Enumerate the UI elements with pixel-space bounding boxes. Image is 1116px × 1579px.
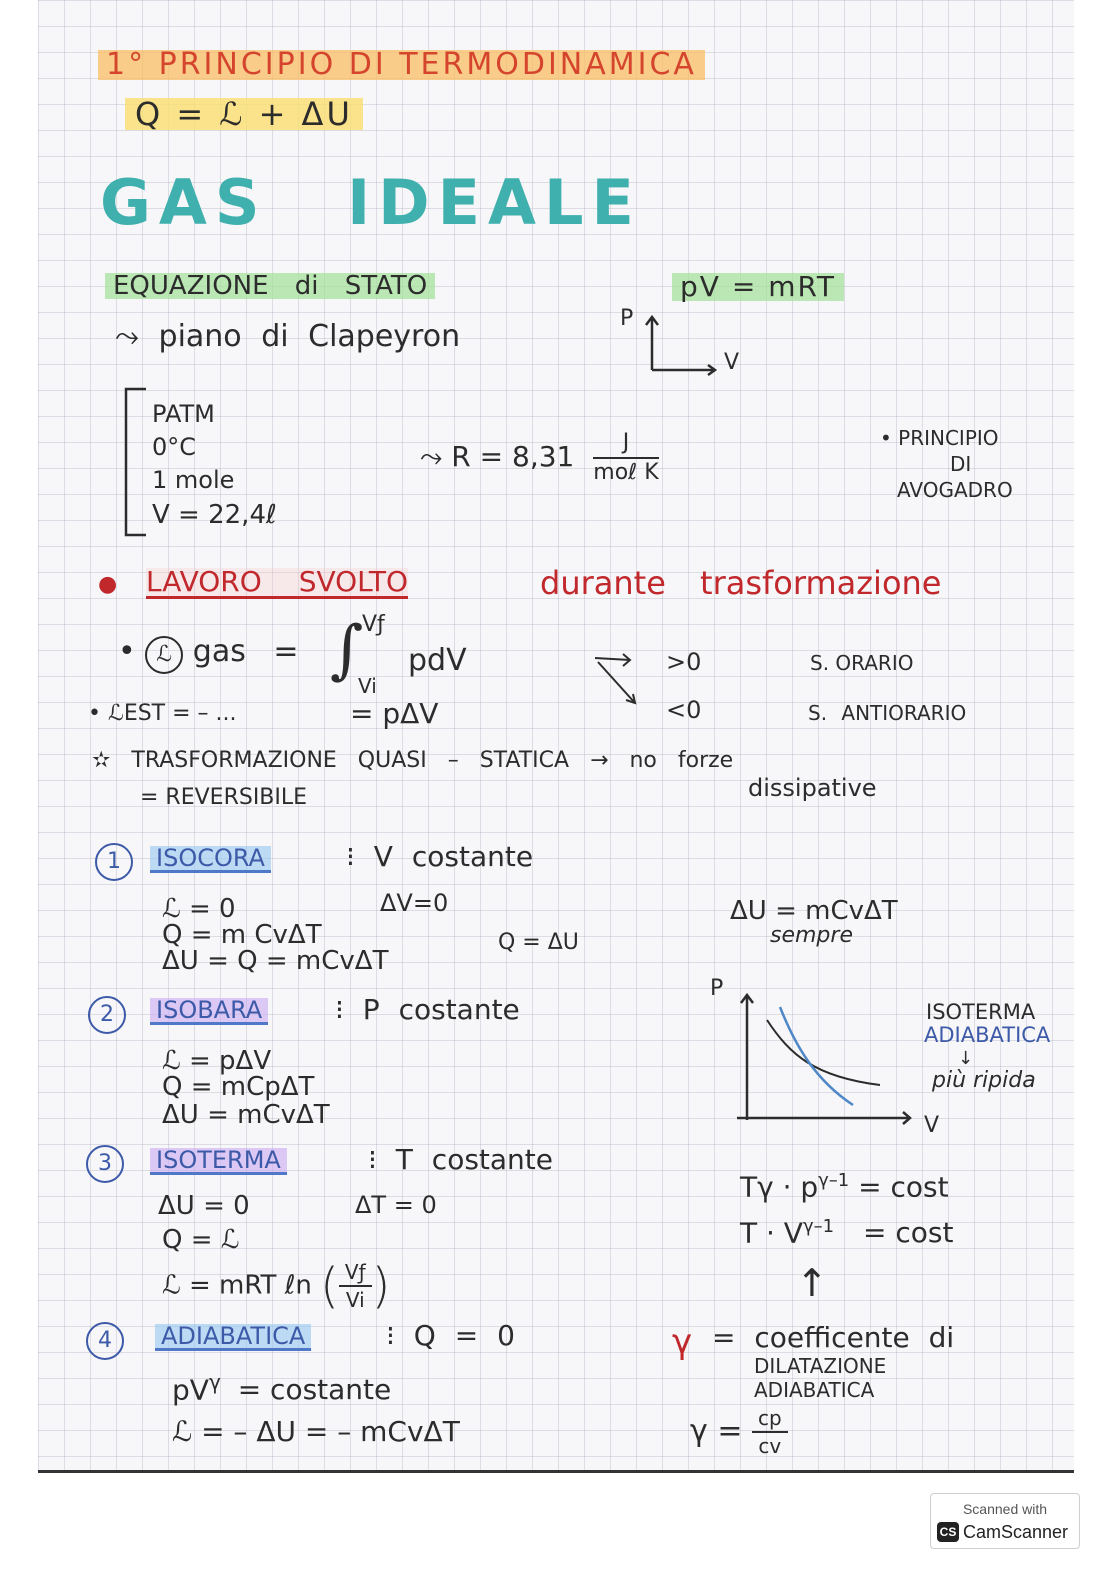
- isoterma-heat: Q = ℒ: [162, 1225, 240, 1255]
- clockwise-label: S. ORARIO: [810, 651, 914, 675]
- isoterma-desc: ⁝ T costante: [368, 1143, 554, 1176]
- axis-p-label: P: [620, 306, 634, 331]
- isoterma-frac: [339, 1262, 372, 1310]
- clapeyron-plane: ⤳ piano di Clapeyron: [115, 319, 461, 354]
- gas-constant-num: J: [593, 432, 658, 459]
- quasi-static-dissipative: dissipative: [748, 774, 877, 802]
- isoterma-dt: ΔT = 0: [355, 1191, 437, 1219]
- section-title: GAS IDEALE: [100, 166, 642, 239]
- isobara-heat: Q = mCpΔT: [162, 1072, 315, 1102]
- avogadro-3: AVOGADRO: [897, 478, 1013, 502]
- isocora-q-du: Q = ΔU: [498, 930, 579, 955]
- isoterma-label: ISOTERMA: [926, 1000, 1036, 1024]
- du-always-note: sempre: [770, 923, 853, 948]
- adiabatica-number: 4: [86, 1322, 124, 1360]
- gamma-frac-den: cv: [758, 1434, 782, 1458]
- isocora-desc: ⁝ V costante: [346, 840, 534, 873]
- isocora-work: ℒ = 0: [162, 894, 236, 924]
- gamma-dilatazione: DILATAZIONE: [754, 1354, 887, 1378]
- avogadro-2: DI: [950, 452, 972, 476]
- poisson-2a: T · V: [740, 1216, 803, 1250]
- poisson-arrow: ↑: [796, 1261, 828, 1305]
- work-symbol: ℒ: [145, 636, 183, 674]
- gamma-adiabatica: ADIABATICA: [754, 1378, 875, 1402]
- adiabatica-work: ℒ = – ΔU = – mCvΔT: [172, 1415, 460, 1448]
- axis-v-label: V: [724, 350, 740, 375]
- scanned-with-text: Scanned with: [962, 1501, 1048, 1517]
- isoterma-title: ISOTERMA: [150, 1148, 287, 1175]
- gamma-frac: [752, 1408, 788, 1456]
- gas-constant-value: ⤳ R = 8,31: [420, 440, 575, 473]
- conditions-bracket: [118, 385, 148, 545]
- isocora-header: [95, 843, 133, 881]
- isobara-desc: ⁝ P costante: [335, 993, 520, 1026]
- adiabatica-pv-base: pV: [172, 1373, 209, 1407]
- isotherm-curve: [767, 1020, 880, 1085]
- integrand: pdV: [408, 643, 467, 678]
- gamma-symbol: γ: [672, 1322, 693, 1362]
- external-work: • ℒEST = – ...: [88, 701, 237, 726]
- adiabatica-pv-exp: γ: [208, 1370, 221, 1394]
- integral-sign: ∫: [330, 613, 364, 687]
- gamma-ratio-eq: =: [717, 1413, 743, 1449]
- integral-lower: Vi: [358, 674, 377, 698]
- camscanner-brand: CamScanner: [963, 1522, 1069, 1542]
- page-title: 1° PRINCIPIO DI TERMODINAMICA: [98, 50, 705, 80]
- isoterma-header: [86, 1145, 124, 1183]
- isoterma-frac-den: Vi: [345, 1288, 365, 1312]
- condition-patm: PATM: [152, 400, 215, 428]
- camscanner-badge: [930, 1493, 1080, 1549]
- gas-constant-den: moℓ K: [593, 460, 659, 485]
- steeper-note: più ripida: [932, 1068, 1036, 1093]
- adiabatic-curve: [780, 1007, 853, 1105]
- gas-constant-unit: [593, 432, 658, 484]
- gamma-definition: = coefficente di: [712, 1321, 955, 1354]
- adiabatica-pv-rest: = costante: [237, 1373, 392, 1407]
- avogadro-1: • PRINCIPIO: [880, 426, 999, 450]
- isobara-header: [88, 996, 126, 1034]
- isobara-number: 2: [88, 996, 126, 1034]
- sign-negative: <0: [666, 696, 702, 724]
- isotherm-adiabatic-graph: [715, 985, 925, 1135]
- counterclockwise-label: S. ANTIORARIO: [808, 701, 967, 725]
- adiabatica-pv: [172, 1370, 392, 1407]
- work-title: LAVORO SVOLTO: [146, 565, 409, 598]
- graph-p-label: P: [710, 976, 724, 1001]
- adiabatica-title: ADIABATICA: [155, 1324, 311, 1351]
- isocora-du: ΔU = Q = mCvΔT: [162, 946, 389, 976]
- isobara-du: ΔU = mCvΔT: [162, 1100, 330, 1130]
- work-gas-sub: gas: [192, 634, 246, 669]
- isocora-dv: ΔV=0: [380, 889, 449, 917]
- state-equation-formula: pV = mRT: [672, 273, 844, 301]
- isoterma-frac-num: Vƒ: [339, 1262, 372, 1287]
- isobara-work: ℒ = pΔV: [162, 1046, 272, 1076]
- isoterma-du: ΔU = 0: [158, 1191, 250, 1221]
- poisson-1a: Tγ · p: [740, 1170, 819, 1204]
- adiabatica-header: [86, 1322, 124, 1360]
- du-always-formula: ΔU = mCvΔT: [730, 896, 898, 926]
- poisson-eq-1: [740, 1170, 949, 1204]
- camscanner-logo-icon: CS: [937, 1522, 959, 1542]
- graph-v-label: V: [924, 1113, 940, 1138]
- isoterma-number: 3: [86, 1145, 124, 1183]
- adiabatica-desc: ⁝ Q = 0: [386, 1319, 515, 1352]
- reversible-label: = REVERSIBILE: [140, 785, 308, 810]
- adiabatica-label: ADIABATICA: [924, 1023, 1051, 1047]
- poisson-eq-2: [740, 1216, 954, 1250]
- steeper-arrow: ↓: [958, 1048, 974, 1069]
- first-law-formula: Q = ℒ + ΔU: [125, 98, 363, 130]
- gamma-frac-num: cp: [752, 1408, 788, 1433]
- poisson-1-exp: γ–1: [818, 1170, 850, 1191]
- isoterma-work-text: ℒ = mRT ℓn: [162, 1270, 312, 1301]
- poisson-1b: = cost: [858, 1170, 949, 1204]
- gamma-ratio-sym: γ: [690, 1413, 708, 1449]
- sign-positive: >0: [666, 648, 702, 676]
- quasi-static-line: ✫ TRASFORMAZIONE QUASI – STATICA → no forze: [92, 748, 734, 773]
- gas-constant: [420, 432, 659, 484]
- cycle-arrow-icon: [590, 648, 650, 708]
- isocora-number: 1: [95, 843, 133, 881]
- work-gas: • ℒ gas =: [118, 636, 299, 674]
- work-pdv: = pΔV: [350, 697, 439, 730]
- work-subtitle: durante trasformazione: [540, 564, 942, 602]
- condition-temp: 0°C: [152, 433, 197, 461]
- state-equation-label: EQUAZIONE di STATO: [105, 273, 435, 299]
- poisson-2b: = cost: [862, 1216, 954, 1250]
- bullet-dot: ●: [98, 572, 118, 597]
- condition-volume: V = 22,4ℓ: [152, 500, 277, 530]
- integral-upper: Vƒ: [362, 612, 385, 637]
- isocora-title: ISOCORA: [150, 846, 271, 873]
- work-eq: =: [273, 634, 299, 669]
- poisson-2-exp: γ–1: [802, 1216, 835, 1237]
- isobara-title: ISOBARA: [150, 998, 268, 1025]
- isocora-heat: Q = m CvΔT: [162, 920, 322, 950]
- condition-mole: 1 mole: [152, 466, 235, 494]
- isoterma-work: ℒ = mRT ℓn ( $\frac{Vƒ}{Vi}$ ): [162, 1258, 391, 1314]
- gamma-ratio: [690, 1408, 788, 1456]
